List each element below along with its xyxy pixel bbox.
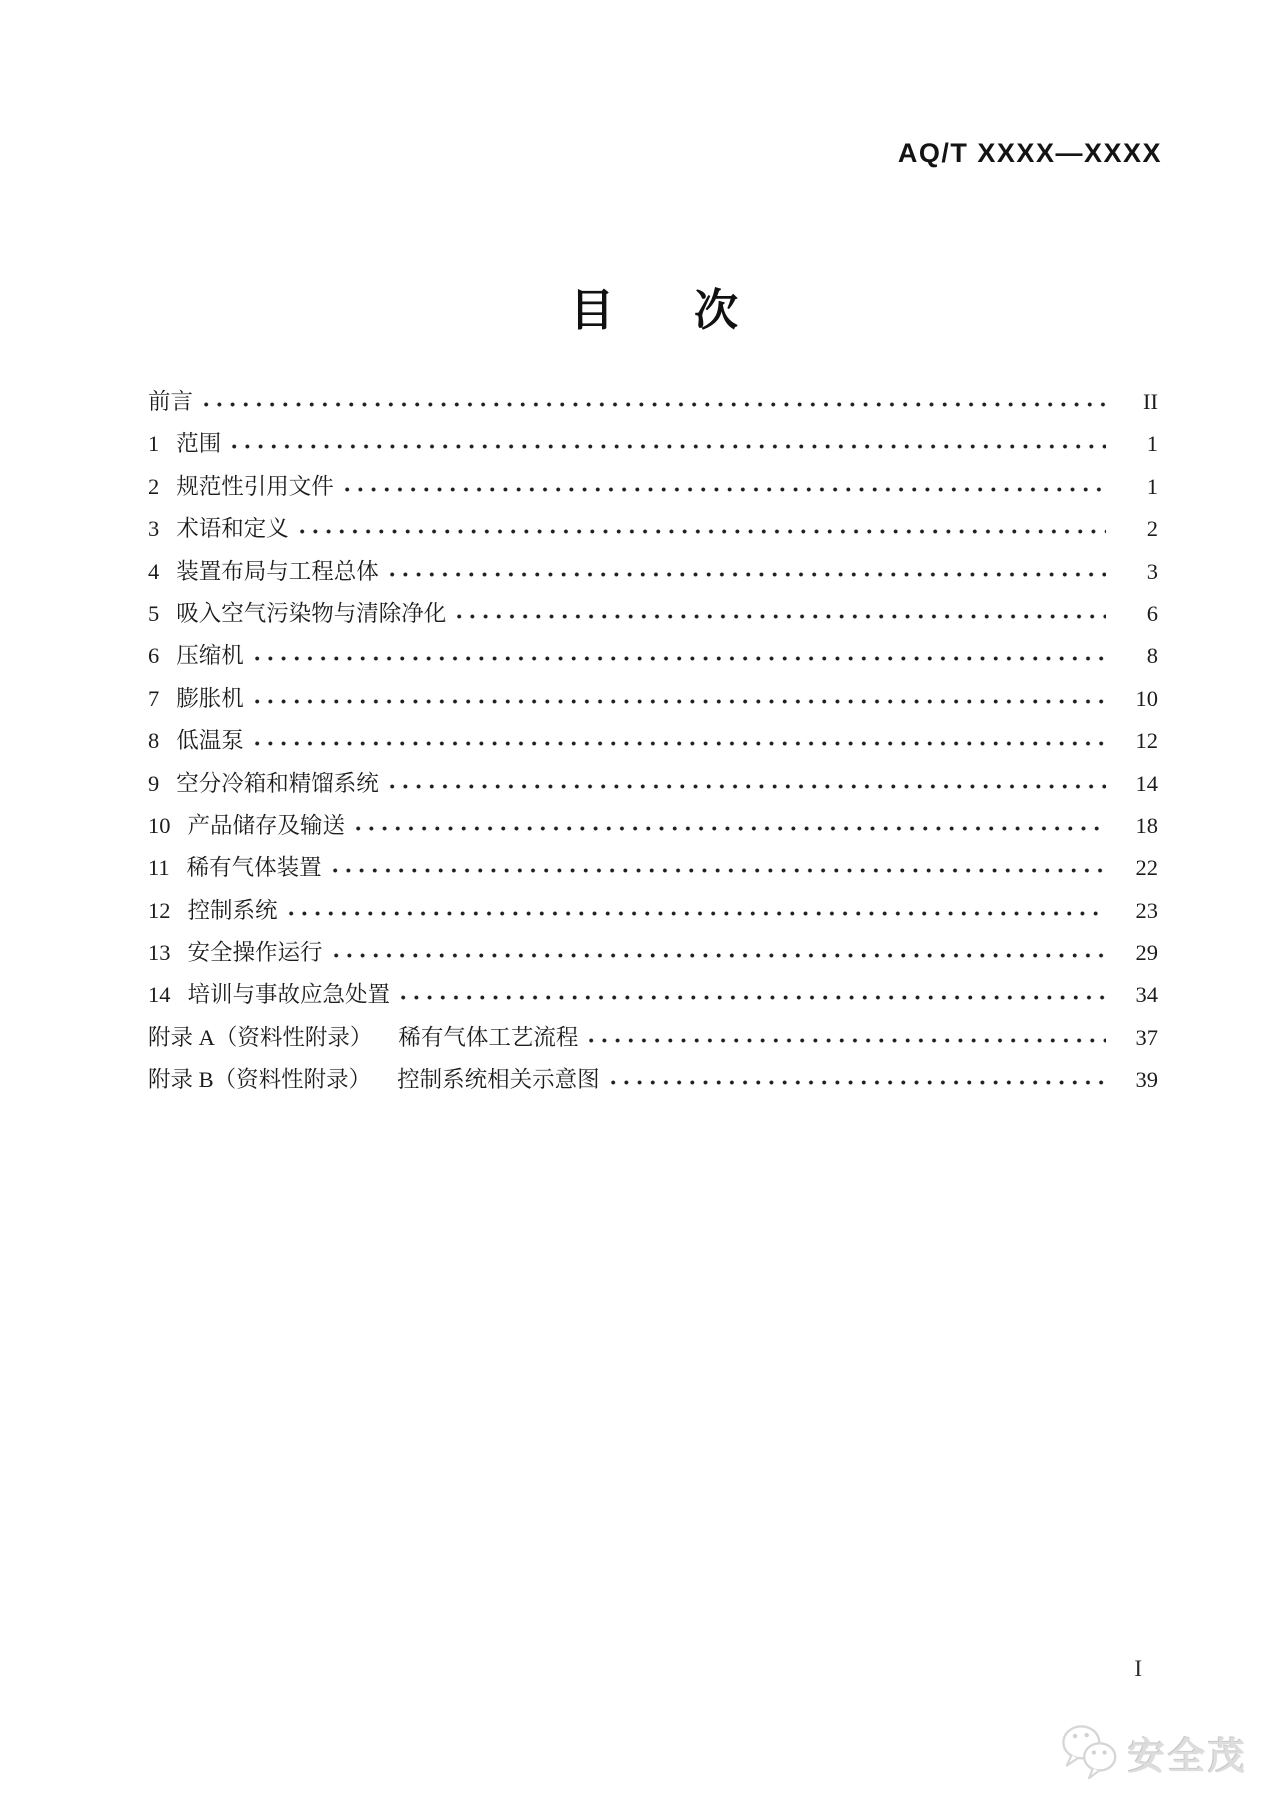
toc-entry-number: 7 (148, 685, 160, 711)
toc-entry-page: 6 (1146, 600, 1158, 626)
toc-entry-number: 10 (148, 812, 171, 838)
toc-entry-title: 规范性引用文件 (176, 473, 334, 499)
toc-entry-title: 低温泵 (176, 728, 244, 754)
toc-entry-number: 14 (148, 982, 171, 1008)
toc-entry-page: 37 (1135, 1024, 1158, 1050)
toc-entry-page: 12 (1135, 728, 1158, 754)
toc-entry-number: 3 (148, 516, 160, 542)
dot-leader (390, 782, 1106, 791)
toc-entry (148, 508, 1158, 550)
toc-entry-number: 9 (148, 770, 160, 796)
dot-leader (401, 993, 1106, 1002)
dot-leader (390, 570, 1106, 579)
toc-entry-number: 1 (148, 431, 160, 457)
toc-entry-page: 34 (1135, 982, 1158, 1008)
toc-entry-number: 12 (148, 897, 171, 923)
toc-entry-title: 范围 (176, 431, 222, 457)
toc-entry (148, 763, 1158, 805)
toc-entry-title: 控制系统相关示意图 (397, 1067, 600, 1093)
toc-entry-number: 11 (148, 855, 170, 881)
toc-entry (148, 593, 1158, 635)
dot-leader (589, 1036, 1106, 1045)
chat-bubbles-icon (1060, 1722, 1122, 1784)
toc-list (148, 381, 1158, 1102)
toc-entry (148, 635, 1158, 677)
toc-entry (148, 381, 1158, 423)
brand-name: 安全茂 (1128, 1736, 1248, 1777)
toc-entry (148, 1059, 1158, 1101)
toc-entry (148, 466, 1158, 508)
standard-code-header: AQ/T XXXX—XXXX (897, 138, 1162, 168)
toc-entry-title: 控制系统 (187, 897, 278, 923)
dot-leader (255, 654, 1106, 663)
page-number: I (1134, 1656, 1142, 1681)
toc-entry-page: 10 (1135, 685, 1158, 711)
dot-leader (232, 442, 1106, 451)
dot-leader (345, 485, 1106, 494)
toc-entry-title: 吸入空气污染物与清除净化 (176, 600, 447, 626)
toc-entry-number: 附录 A（资料性附录） (148, 1024, 373, 1050)
dot-leader (457, 612, 1106, 621)
dot-leader (334, 951, 1106, 960)
toc-entry (148, 720, 1158, 762)
toc-entry (148, 551, 1158, 593)
toc-entry-title: 空分冷箱和精馏系统 (176, 770, 379, 796)
dot-leader (333, 866, 1106, 875)
toc-entry-number: 2 (148, 473, 160, 499)
toc-entry-page: 23 (1135, 897, 1158, 923)
toc-entry-number: 4 (148, 558, 160, 584)
dot-leader (300, 527, 1106, 536)
toc-entry-title: 膨胀机 (176, 685, 244, 711)
toc-entry-title: 前言 (148, 389, 194, 414)
dot-leader (289, 909, 1106, 918)
toc-entry-page: 3 (1146, 558, 1158, 584)
brand-watermark (1060, 1722, 1248, 1784)
toc-entry-number: 5 (148, 600, 160, 626)
toc-entry-page: 14 (1135, 770, 1158, 796)
toc-entry-page: 2 (1146, 516, 1158, 542)
dot-leader (255, 739, 1106, 748)
toc-entry-page: II (1143, 389, 1158, 414)
toc-entry-page: 1 (1146, 473, 1158, 499)
toc-entry-number: 8 (148, 728, 160, 754)
dot-leader (356, 824, 1106, 833)
toc-entry (148, 974, 1158, 1016)
toc-entry-page: 39 (1135, 1067, 1158, 1093)
dot-leader (204, 400, 1106, 409)
toc-entry-number: 13 (148, 940, 171, 966)
page-title: 目 次 (570, 286, 756, 335)
dot-leader (611, 1078, 1106, 1087)
toc-entry-title: 压缩机 (176, 643, 244, 669)
toc-entry-page: 18 (1135, 812, 1158, 838)
toc-entry (148, 847, 1158, 889)
toc-entry-title: 术语和定义 (176, 516, 289, 542)
toc-entry-number: 附录 B（资料性附录） (148, 1067, 372, 1093)
toc-entry-page: 8 (1146, 643, 1158, 669)
toc-entry-number: 6 (148, 643, 160, 669)
toc-entry (148, 932, 1158, 974)
toc-entry (148, 423, 1158, 465)
toc-entry (148, 678, 1158, 720)
toc-entry (148, 890, 1158, 932)
toc-entry-title: 稀有气体装置 (186, 855, 322, 881)
dot-leader (255, 697, 1106, 706)
toc-entry-page: 1 (1146, 431, 1158, 457)
toc-entry-page: 22 (1135, 855, 1158, 881)
toc-entry-title: 产品储存及输送 (187, 812, 346, 838)
toc-entry-page: 29 (1135, 940, 1158, 966)
toc-entry (148, 1017, 1158, 1059)
toc-entry-title: 稀有气体工艺流程 (398, 1024, 579, 1050)
toc-entry-title: 装置布局与工程总体 (176, 558, 379, 584)
toc-entry-title: 培训与事故应急处置 (187, 982, 391, 1008)
toc-entry (148, 805, 1158, 847)
toc-entry-title: 安全操作运行 (187, 940, 323, 966)
